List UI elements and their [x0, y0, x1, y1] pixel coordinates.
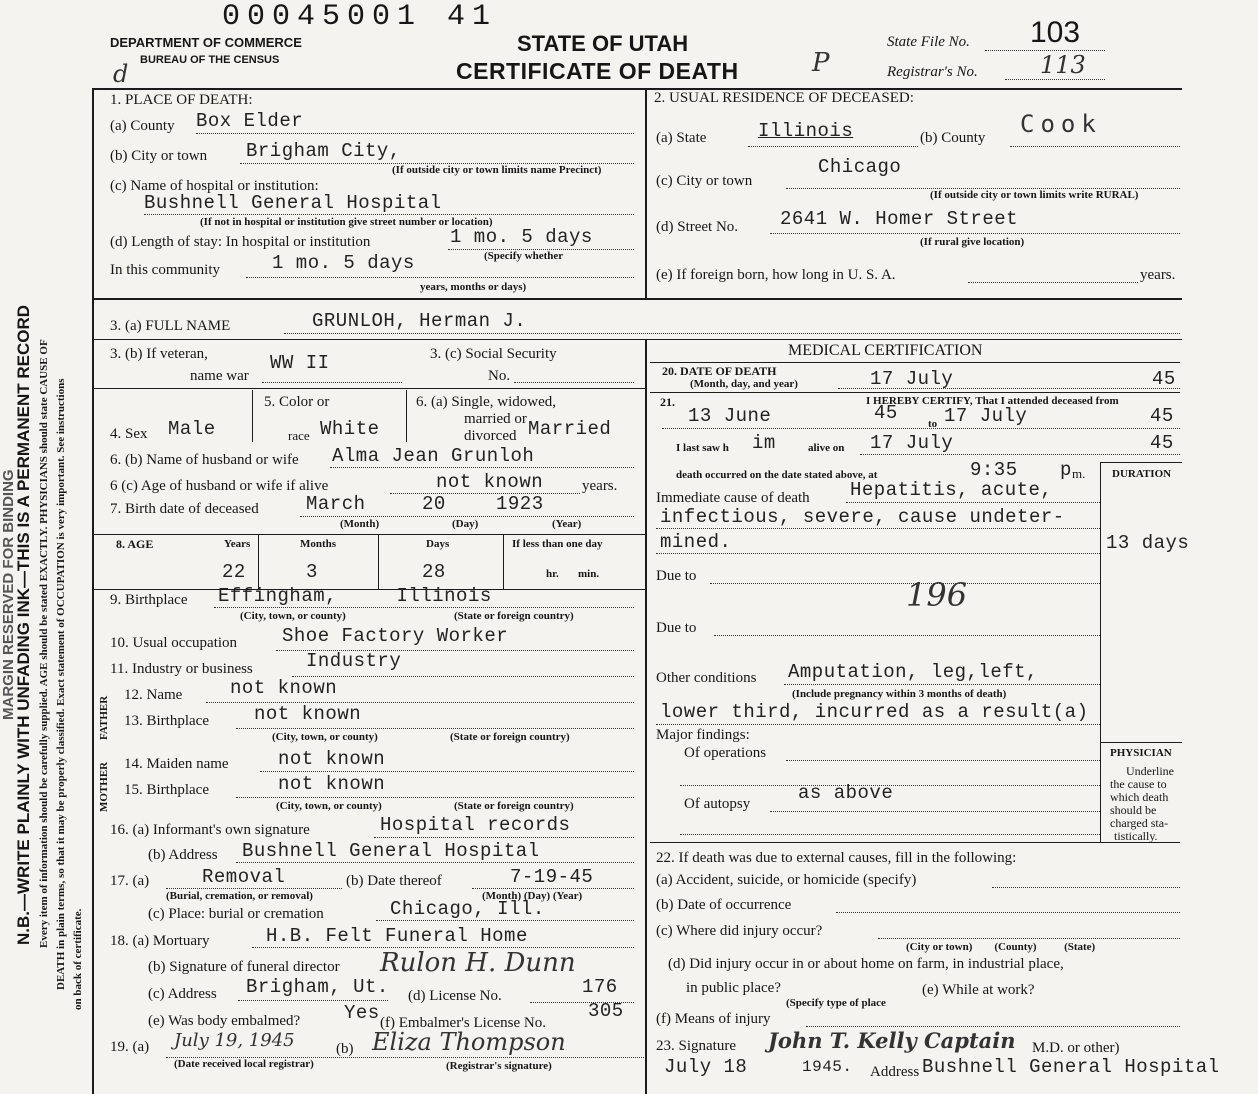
days-header: Days — [426, 538, 450, 550]
father-bp-city-header: (City, town, or county) — [272, 731, 378, 743]
months-header: Months — [300, 538, 337, 550]
occurred-label: death occurred on the date stated above, at — [676, 469, 878, 481]
cause-line-3: mined. — [660, 531, 732, 553]
birth-day: 20 — [422, 493, 446, 515]
specify-note: (Specify whether — [484, 250, 564, 262]
hospital-label: (c) Name of hospital or institution: — [110, 178, 319, 194]
stay-hospital: 1 mo. 5 days — [450, 226, 593, 248]
age-months: 3 — [306, 561, 318, 583]
attended-from-year: 45 — [874, 402, 898, 424]
signature-address: Bushnell General Hospital — [922, 1056, 1220, 1078]
years-header: Years — [224, 538, 251, 550]
certify-text: I HEREBY CERTIFY, That I attended deceased from — [866, 395, 1119, 407]
hr-min-label: hr. min. — [546, 568, 600, 580]
other-conditions-label: Other conditions — [656, 670, 757, 686]
city-note: (If outside city or town limits name Precinct) — [392, 164, 602, 176]
res-years-label: years. — [1140, 267, 1176, 283]
dod-sub-label: (Month, day, and year) — [690, 378, 798, 390]
spouse-years-label: years. — [582, 478, 618, 494]
duration-value: 13 days — [1106, 532, 1190, 554]
fd-address-value: Brigham, Ut. — [246, 976, 389, 998]
disposition-note: (Burial, cremation, or removal) — [166, 890, 313, 902]
stay-community: 1 mo. 5 days — [272, 252, 415, 274]
year-header: (Year) — [552, 518, 582, 530]
occurrence-date-label: (b) Date of occurrence — [656, 897, 792, 913]
death-m-suffix: m. — [1072, 466, 1086, 481]
registrar-label: Registrar's No. — [887, 64, 978, 80]
margin-binding: MARGIN RESERVED FOR BINDING — [0, 469, 17, 720]
race-value: White — [320, 418, 380, 440]
res-county-label: (b) County — [920, 130, 986, 146]
physician-note-3: which death — [1110, 790, 1169, 804]
alive-on-label: alive on — [808, 442, 845, 454]
informant-addr-label: (b) Address — [148, 847, 218, 863]
external-causes-label: 22. If death was due to external causes, fill in the following: — [656, 850, 1017, 866]
place-heading: 1. PLACE OF DEATH: — [110, 92, 253, 108]
city-label: (b) City or town — [110, 148, 208, 164]
last-saw-label: I last saw h — [676, 442, 729, 454]
cause-line-2: infectious, severe, cause undeter- — [660, 506, 1065, 528]
hospital-value: Bushnell General Hospital — [144, 192, 442, 214]
serial-number: 00045001 41 — [222, 0, 498, 34]
attended-from: 13 June — [688, 405, 772, 427]
sex-value: Male — [168, 418, 216, 440]
mother-maiden-value: not known — [278, 748, 386, 770]
cause-code: 196 — [906, 576, 968, 614]
mother-birthplace-label: 15. Birthplace — [124, 782, 209, 798]
other-conditions-2: lower third, incurred as a result(a) — [660, 701, 1089, 723]
injury-means-label: (f) Means of injury — [656, 1011, 771, 1027]
other-conditions-1: Amputation, leg,left, — [788, 661, 1038, 683]
father-name-value: not known — [230, 677, 338, 699]
embalmed-label: (e) Was body embalmed? — [148, 1013, 301, 1029]
birthplace-state-header: (State or foreign country) — [454, 610, 574, 622]
informant-addr-value: Bushnell General Hospital — [242, 840, 540, 862]
disp-date-value: 7-19-45 — [510, 866, 594, 888]
spouse-label: 6. (b) Name of husband or wife — [110, 452, 299, 468]
registrar-date-value: July 19, 1945 — [174, 1030, 295, 1051]
p-mark: P — [812, 48, 830, 78]
due-to-label-2: Due to — [656, 620, 697, 636]
spouse-age-label: 6 (c) Age of husband or wife if alive — [110, 478, 329, 494]
attended-to-year: 45 — [1150, 405, 1174, 427]
residence-heading: 2. USUAL RESIDENCE OF DECEASED: — [654, 90, 914, 106]
birthplace-value: Effingham, Illinois — [218, 585, 492, 607]
burial-place-value: Chicago, Ill. — [390, 898, 545, 920]
dod-year: 45 — [1152, 368, 1176, 390]
signature-year: 1945. — [802, 1058, 853, 1076]
registrar-signature: Eliza Thompson — [372, 1028, 566, 1056]
corner-mark: d — [113, 60, 129, 88]
father-bp-state-header: (State or foreign country) — [450, 731, 570, 743]
mother-bp-city-header: (City, town, or county) — [276, 800, 382, 812]
alive-date: 17 July — [870, 432, 954, 454]
registrar-date-note: (Date received local registrar) — [174, 1058, 314, 1070]
less-day-header: If less than one day — [512, 538, 603, 550]
item-21-label: 21. — [660, 395, 675, 409]
city-value: Brigham City, — [246, 140, 401, 162]
autopsy-label: Of autopsy — [684, 796, 751, 812]
to-label: to — [928, 418, 938, 430]
registrar-row-label: 19. (a) — [110, 1039, 150, 1055]
fd-signature-label: (b) Signature of funeral director — [148, 959, 340, 975]
dod-value: 17 July — [870, 368, 954, 390]
res-street-note: (If rural give location) — [920, 236, 1025, 248]
war-label: name war — [190, 368, 249, 384]
duration-header: DURATION — [1112, 468, 1172, 480]
color-label: 5. Color or — [264, 394, 330, 410]
physician-note-5: charged sta- — [1110, 816, 1169, 830]
race-label: race — [288, 428, 310, 443]
burial-place-label: (c) Place: burial or cremation — [148, 906, 324, 922]
father-name-label: 12. Name — [124, 687, 183, 703]
res-state-value: Illinois — [758, 120, 854, 142]
margin-note-1: Every item of information should be carefully supplied. AGE should be stated EXACTLY. PHYSICIANS should state CAUSE OF — [38, 339, 50, 948]
county-value: Box Elder — [196, 110, 304, 132]
physician-note-6: tistically. — [1114, 829, 1158, 843]
mortuary-value: H.B. Felt Funeral Home — [266, 925, 528, 947]
physician-note-2: the cause to — [1110, 777, 1167, 791]
res-street-value: 2641 W. Homer Street — [780, 208, 1019, 230]
death-time: 9:35 — [970, 459, 1018, 481]
ss-no-label: No. — [488, 368, 511, 384]
units-note: years, months or days) — [420, 281, 527, 293]
disposition-value: Removal — [202, 866, 286, 888]
public-place-label: in public place? — [686, 980, 781, 996]
birthplace-city-header: (City, town, or county) — [240, 610, 346, 622]
last-saw-value: im — [752, 432, 776, 454]
ss-label: 3. (c) Social Security — [430, 346, 557, 362]
registrar-b-label: (b) — [336, 1041, 354, 1057]
father-birthplace-value: not known — [254, 703, 362, 725]
state-title: STATE OF UTAH — [517, 31, 689, 56]
dod-label: 20. DATE OF DEATH — [662, 364, 777, 378]
age-label: 8. AGE — [116, 537, 154, 551]
fd-signature-value: Rulon H. Dunn — [380, 948, 576, 978]
certificate-title: CERTIFICATE OF DEATH — [456, 58, 739, 84]
due-to-label-1: Due to — [656, 568, 697, 584]
month-header: (Month) — [340, 518, 380, 530]
autopsy-value: as above — [798, 782, 894, 804]
physician-note-1: Underline — [1126, 764, 1174, 778]
father-birthplace-label: 13. Birthplace — [124, 713, 209, 729]
major-findings-label: Major findings: — [656, 727, 750, 743]
state-file-no: 103 — [1030, 16, 1081, 49]
mother-bp-state-header: (State or foreign country) — [454, 800, 574, 812]
operations-label: Of operations — [684, 745, 767, 761]
at-work-label: (e) While at work? — [922, 982, 1035, 998]
res-foreign-label: (e) If foreign born, how long in U. S. A. — [656, 267, 896, 283]
age-days: 28 — [422, 561, 446, 583]
industry-value: Industry — [306, 650, 402, 672]
mother-label: MOTHER — [98, 761, 110, 812]
informant-sig-label: 16. (a) Informant's own signature — [110, 822, 310, 838]
pregnancy-note: (Include pregnancy within 3 months of death) — [792, 688, 1007, 700]
state-file-label: State File No. — [887, 34, 970, 50]
spouse-value: Alma Jean Grunloh — [332, 445, 535, 467]
father-label: FATHER — [98, 695, 110, 740]
divorced-label: divorced — [464, 428, 517, 444]
sex-label: 4. Sex — [110, 426, 148, 442]
medical-heading: MEDICAL CERTIFICATION — [788, 342, 983, 359]
res-city-label: (c) City or town — [656, 173, 753, 189]
birth-year: 1923 — [496, 493, 544, 515]
signature-label: 23. Signature — [656, 1038, 736, 1054]
full-name-label: 3. (a) FULL NAME — [110, 318, 231, 334]
informant-sig-value: Hospital records — [380, 814, 571, 836]
registrar-sig-note: (Registrar's signature) — [446, 1060, 552, 1072]
stay-label: (d) Length of stay: In hospital or institution — [110, 234, 371, 250]
full-name-value: GRUNLOH, Herman J. — [312, 310, 527, 332]
accident-label: (a) Accident, suicide, or homicide (specify) — [656, 872, 917, 888]
injury-home-label: (d) Did injury occur in or about home on farm, in industrial place, — [668, 956, 1064, 972]
margin-note-2: DEATH in plain terms, so that it may be properly classified. Exact statement of OCCUPATION is very important. See instructions — [55, 378, 67, 990]
disp-date-label: (b) Date thereof — [346, 873, 442, 889]
md-label: M.D. or other) — [1032, 1040, 1120, 1056]
birth-date-label: 7. Birth date of deceased — [110, 501, 259, 517]
physician-note-4: should be — [1110, 803, 1157, 817]
physician-signature: John T. Kelly Captain — [768, 1028, 1016, 1053]
birthplace-label: 9. Birthplace — [110, 592, 188, 608]
occupation-value: Shoe Factory Worker — [282, 625, 509, 647]
margin-note-3: on back of certificate. — [72, 908, 84, 1010]
married-label: married or — [464, 411, 527, 427]
embalmer-license-label: (f) Embalmer's License No. — [380, 1015, 546, 1031]
mortuary-label: 18. (a) Mortuary — [110, 933, 210, 949]
bureau-label: BUREAU OF THE CENSUS — [140, 54, 280, 66]
alive-year: 45 — [1150, 432, 1174, 454]
registrar-no: 113 — [1040, 51, 1086, 79]
county-label: (a) County — [110, 118, 175, 134]
death-pm: p — [1060, 459, 1072, 481]
mother-birthplace-value: not known — [278, 773, 386, 795]
community-label: In this community — [110, 262, 220, 278]
res-county-value: Cook — [1020, 110, 1102, 138]
place-type-note: (Specify type of place — [786, 997, 886, 1009]
margin-instruction: N.B.—WRITE PLAINLY WITH UNFADING INK—THIS IS A PERMANENT RECORD — [14, 304, 33, 945]
fd-address-label: (c) Address — [148, 986, 217, 1002]
license-value: 176 — [582, 976, 618, 998]
cause-line-1: Hepatitis, acute, — [850, 479, 1053, 501]
birth-month: March — [306, 493, 366, 515]
immediate-cause-label: Immediate cause of death — [656, 490, 810, 506]
war-value: WW II — [270, 352, 330, 374]
res-street-label: (d) Street No. — [656, 219, 739, 235]
embalmer-license-value: 305 — [588, 1000, 624, 1022]
industry-label: 11. Industry or business — [110, 661, 253, 677]
injury-where-label: (c) Where did injury occur? — [656, 923, 823, 939]
hospital-note: (If not in hospital or institution give street number or location) — [200, 216, 493, 228]
disposition-label: 17. (a) — [110, 873, 150, 889]
physician-header: PHYSICIAN — [1110, 747, 1172, 759]
signature-address-label: Address — [870, 1064, 920, 1080]
attended-to: 17 July — [944, 405, 1028, 427]
embalmed-value: Yes — [344, 1002, 380, 1024]
disp-date-note: (Month) (Day) (Year) — [482, 890, 583, 902]
res-state-label: (a) State — [656, 130, 707, 146]
signature-date: July 18 — [664, 1056, 748, 1078]
age-years: 22 — [222, 561, 246, 583]
marital-label: 6. (a) Single, widowed, — [416, 394, 556, 410]
license-label: (d) License No. — [408, 988, 502, 1004]
res-city-value: Chicago — [818, 156, 902, 178]
spouse-age-value: not known — [436, 471, 544, 493]
occupation-label: 10. Usual occupation — [110, 635, 238, 651]
marital-value: Married — [528, 418, 612, 440]
veteran-label: 3. (b) If veteran, — [110, 346, 208, 362]
injury-where-note: (City or town) (County) (State) — [906, 941, 1096, 953]
res-city-note: (If outside city or town limits write RURAL) — [930, 189, 1139, 201]
mother-maiden-label: 14. Maiden name — [124, 756, 229, 772]
dept-label: DEPARTMENT OF COMMERCE — [110, 35, 302, 50]
day-header: (Day) — [452, 518, 479, 530]
